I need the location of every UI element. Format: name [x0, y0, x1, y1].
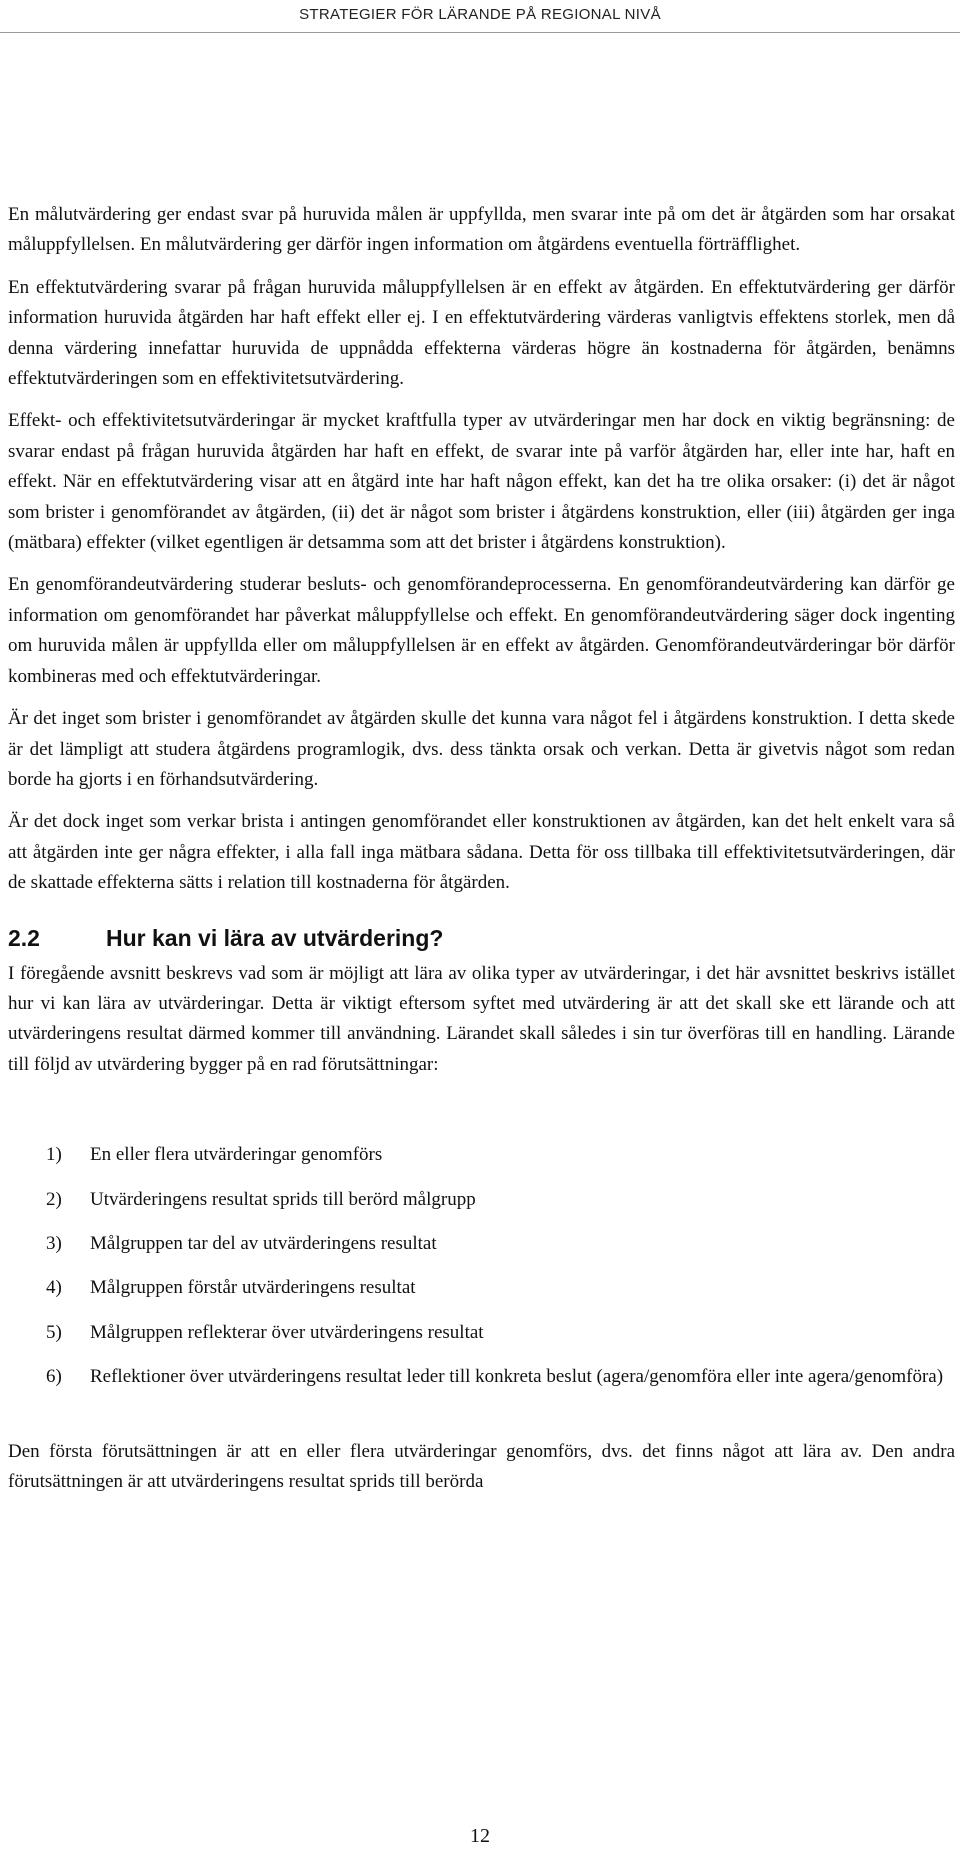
list-item-text: Målgruppen tar del av utvärderingens resultat: [90, 1232, 437, 1254]
list-item-text: Målgruppen reflekterar över utvärderingens resultat: [90, 1321, 484, 1343]
header-title: STRATEGIER FÖR LÄRANDE PÅ REGIONAL NIVÅ: [299, 6, 661, 23]
list-marker: 6): [46, 1366, 62, 1388]
paragraph-effect-limitations: Effekt- och effektivitetsutvärderingar är mycket kraftfulla typer av utvärderingar men har dock en viktig begränsning: de svarar endast på frågan huruvida åtgärden har haft en effekt, de svarar inte på varför åtgärden har, eller inte har, haft en effekt. När en effektutvärdering visar att en åtgärd inte har haft någon effekt, kan det ha tre olika orsaker: (i) det är något som brister i genomförandet av åtgärden, (ii) det är något som brister i åtgärdens konstruktion, eller (iii) åtgärden ger inga (mätbara) effekter (vilket egentligen är detsamma som att det brister i åtgärdens konstruktion).: [8, 410, 955, 554]
prerequisites-list: [8, 1140, 955, 1392]
list-item: [8, 1362, 955, 1392]
list-item-text: Reflektioner över utvärderingens resultat leder till konkreta beslut (agera/genomföra eller inte agera/genomföra): [90, 1366, 944, 1388]
section-number: 2.2: [8, 924, 40, 951]
paragraph-construction: Är det inget som brister i genomförandet av åtgärden skulle det kunna vara något fel i åtgärdens konstruktion. I detta skede är det lämpligt att studera åtgärdens programlogik, dvs. dess tänkta orsak och verkan. Detta är givetvis något som redan borde ha gjorts i en förhandsutvärdering.: [8, 708, 955, 790]
paragraph-closing: Den första förutsättningen är att en eller flera utvärderingar genomförs, dvs. det finns något att lära av. Den andra förutsättningen är att utvärderingens resultat sprids till berörda: [8, 1440, 955, 1492]
page-number: 12: [470, 1825, 490, 1847]
list-item-text: Utvärderingens resultat sprids till berörd målgrupp: [90, 1188, 476, 1210]
list-marker: 2): [46, 1188, 62, 1210]
list-marker: 3): [46, 1232, 62, 1254]
paragraph-goal-evaluation: En målutvärdering ger endast svar på huruvida målen är uppfyllda, men svarar inte på om det är åtgärden som har orsakat måluppfyllelsen. En målutvärdering ger därför ingen information om åtgärdens eventuella förträfflighet.: [8, 204, 955, 256]
list-marker: 5): [46, 1321, 62, 1343]
running-header: [0, 0, 960, 33]
paragraph-effect-evaluation: En effektutvärdering svarar på frågan huruvida måluppfyllelsen är en effekt av åtgärden. En effektutvärdering ger därför information huruvida åtgärden har haft effekt eller ej. I en effektutvärdering värderas vanligtvis effektens storlek, men då denna värdering innefattar huruvida de uppnådda effekterna värderas högre än kostnaderna för åtgärden, benämns effektutvärderingen som en effektivitetsutvärdering.: [8, 276, 955, 390]
list-item: [8, 1185, 955, 1215]
list-item-text: Målgruppen förstår utvärderingens resultat: [90, 1277, 416, 1299]
list-item: [8, 1229, 955, 1259]
list-item: [8, 1140, 955, 1170]
list-item: [8, 1273, 955, 1303]
paragraph-implementation-evaluation: En genomförandeutvärdering studerar besluts- och genomförandeprocesserna. En genomförandeutvärdering kan därför ge information om genomförandet har påverkat måluppfyllelse och effekt. En genomförandeutvärdering säger dock ingenting om huruvida målen är uppfyllda eller om måluppfyllelsen är en effekt av åtgärden. Genomförandeutvärderingar bör därför kombineras med och effektutvärderingar.: [8, 574, 955, 687]
list-item: [8, 1318, 955, 1348]
page-content: [8, 200, 955, 1497]
list-marker: 4): [46, 1277, 62, 1299]
list-marker: 1): [46, 1144, 62, 1166]
paragraph-no-effects: Är det dock inget som verkar brista i antingen genomförandet eller konstruktionen av åtgärden, kan det helt enkelt vara så att åtgärden inte ger några effekter, i alla fall inga mätbara sådana. Detta för oss tillbaka till effektivitetsutvärderingen, där de skattade effekterna sätts i relation till kostnaderna för åtgärden.: [8, 811, 955, 894]
section-title: Hur kan vi lära av utvärdering?: [106, 924, 444, 951]
list-item-text: En eller flera utvärderingar genomförs: [90, 1144, 383, 1166]
paragraph-section-intro: I föregående avsnitt beskrevs vad som är möjligt att lära av olika typer av utvärderingar, i det här avsnittet beskrivs istället hur vi kan lära av utvärderingar. Detta är viktigt eftersom syftet med utvärdering är att det skall ske ett lärande och att utvärderingens resultat därmed kommer till användning. Lärandet skall således i sin tur överföras till en handling. Lärande till följd av utvärdering bygger på en rad förutsättningar:: [8, 962, 955, 1075]
section-heading: [8, 917, 955, 959]
